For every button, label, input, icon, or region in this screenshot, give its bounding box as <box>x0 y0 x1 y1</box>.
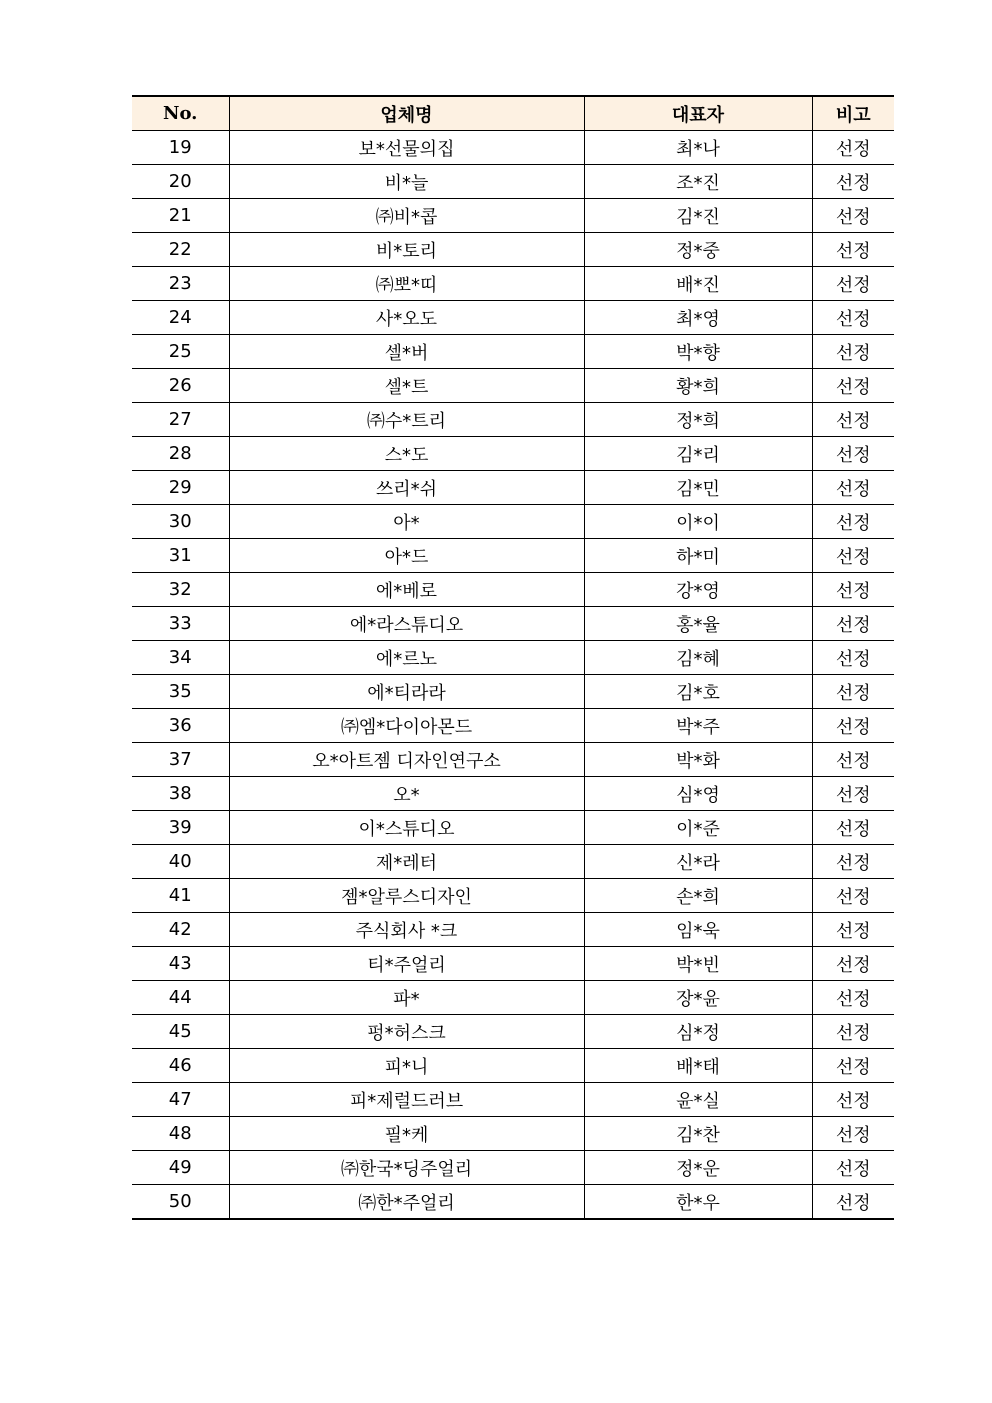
company-name-cell: 펑*허스크 <box>229 1015 584 1049</box>
table-row <box>132 777 894 811</box>
company-name-cell: ㈜엠*다이아몬드 <box>229 709 584 743</box>
representative-cell: 최*영 <box>584 301 812 335</box>
company-name-cell: 사*오도 <box>229 301 584 335</box>
note-cell: 선정 <box>812 1185 894 1220</box>
representative-cell: 배*진 <box>584 267 812 301</box>
company-name-cell: 이*스튜디오 <box>229 811 584 845</box>
row-number-cell: 43 <box>132 947 229 981</box>
table-row <box>132 1049 894 1083</box>
row-number-cell: 20 <box>132 165 229 199</box>
table-row <box>132 403 894 437</box>
company-name-cell: 쓰리*쉬 <box>229 471 584 505</box>
note-cell: 선정 <box>812 777 894 811</box>
table-row <box>132 743 894 777</box>
representative-cell: 박*주 <box>584 709 812 743</box>
note-cell: 선정 <box>812 1049 894 1083</box>
note-cell: 선정 <box>812 913 894 947</box>
representative-cell: 정*희 <box>584 403 812 437</box>
header-no: No. <box>132 96 229 131</box>
representative-cell: 신*라 <box>584 845 812 879</box>
table-row <box>132 1015 894 1049</box>
table-row <box>132 879 894 913</box>
note-cell: 선정 <box>812 131 894 165</box>
row-number-cell: 50 <box>132 1185 229 1220</box>
row-number-cell: 46 <box>132 1049 229 1083</box>
row-number-cell: 29 <box>132 471 229 505</box>
row-number-cell: 26 <box>132 369 229 403</box>
note-cell: 선정 <box>812 369 894 403</box>
table-row <box>132 709 894 743</box>
table-body <box>132 131 894 1220</box>
row-number-cell: 28 <box>132 437 229 471</box>
table-row <box>132 131 894 165</box>
table-header <box>132 96 894 131</box>
row-number-cell: 40 <box>132 845 229 879</box>
table-row <box>132 437 894 471</box>
company-name-cell: 비*늘 <box>229 165 584 199</box>
note-cell: 선정 <box>812 165 894 199</box>
company-name-cell: 셀*트 <box>229 369 584 403</box>
selection-list-table <box>132 95 894 1220</box>
company-name-cell: 파* <box>229 981 584 1015</box>
representative-cell: 박*향 <box>584 335 812 369</box>
company-name-cell: 에*티라라 <box>229 675 584 709</box>
company-name-cell: 비*토리 <box>229 233 584 267</box>
representative-cell: 김*리 <box>584 437 812 471</box>
row-number-cell: 25 <box>132 335 229 369</box>
company-name-cell: 젬*알루스디자인 <box>229 879 584 913</box>
company-name-cell: 스*도 <box>229 437 584 471</box>
representative-cell: 홍*율 <box>584 607 812 641</box>
representative-cell: 김*진 <box>584 199 812 233</box>
company-name-cell: 에*베로 <box>229 573 584 607</box>
table-row <box>132 811 894 845</box>
note-cell: 선정 <box>812 607 894 641</box>
table-row <box>132 981 894 1015</box>
representative-cell: 심*영 <box>584 777 812 811</box>
company-name-cell: ㈜비*콥 <box>229 199 584 233</box>
note-cell: 선정 <box>812 437 894 471</box>
representative-cell: 황*희 <box>584 369 812 403</box>
note-cell: 선정 <box>812 709 894 743</box>
row-number-cell: 47 <box>132 1083 229 1117</box>
table-row <box>132 1185 894 1220</box>
note-cell: 선정 <box>812 947 894 981</box>
note-cell: 선정 <box>812 539 894 573</box>
representative-cell: 한*우 <box>584 1185 812 1220</box>
table-row <box>132 845 894 879</box>
representative-cell: 김*찬 <box>584 1117 812 1151</box>
representative-cell: 박*화 <box>584 743 812 777</box>
representative-cell: 이*준 <box>584 811 812 845</box>
note-cell: 선정 <box>812 675 894 709</box>
representative-cell: 김*민 <box>584 471 812 505</box>
table-row <box>132 369 894 403</box>
row-number-cell: 30 <box>132 505 229 539</box>
row-number-cell: 36 <box>132 709 229 743</box>
representative-cell: 임*욱 <box>584 913 812 947</box>
table-row <box>132 335 894 369</box>
row-number-cell: 32 <box>132 573 229 607</box>
note-cell: 선정 <box>812 335 894 369</box>
representative-cell: 이*이 <box>584 505 812 539</box>
note-cell: 선정 <box>812 845 894 879</box>
row-number-cell: 38 <box>132 777 229 811</box>
table-row <box>132 1151 894 1185</box>
representative-cell: 강*영 <box>584 573 812 607</box>
note-cell: 선정 <box>812 233 894 267</box>
row-number-cell: 21 <box>132 199 229 233</box>
representative-cell: 박*빈 <box>584 947 812 981</box>
header-note: 비고 <box>812 96 894 131</box>
company-name-cell: ㈜수*트리 <box>229 403 584 437</box>
representative-cell: 손*희 <box>584 879 812 913</box>
company-name-cell: ㈜한국*딩주얼리 <box>229 1151 584 1185</box>
table-row <box>132 913 894 947</box>
table-row <box>132 1083 894 1117</box>
representative-cell: 조*진 <box>584 165 812 199</box>
note-cell: 선정 <box>812 403 894 437</box>
company-name-cell: 아* <box>229 505 584 539</box>
note-cell: 선정 <box>812 267 894 301</box>
row-number-cell: 44 <box>132 981 229 1015</box>
note-cell: 선정 <box>812 811 894 845</box>
table-row <box>132 675 894 709</box>
header-company: 업체명 <box>229 96 584 131</box>
representative-cell: 최*나 <box>584 131 812 165</box>
representative-cell: 정*운 <box>584 1151 812 1185</box>
note-cell: 선정 <box>812 879 894 913</box>
table-row <box>132 199 894 233</box>
representative-cell: 심*정 <box>584 1015 812 1049</box>
company-name-cell: 오*아트젬 디자인연구소 <box>229 743 584 777</box>
company-name-cell: 보*선물의집 <box>229 131 584 165</box>
table-row <box>132 573 894 607</box>
note-cell: 선정 <box>812 1117 894 1151</box>
company-name-cell: 아*드 <box>229 539 584 573</box>
company-name-cell: 에*라스튜디오 <box>229 607 584 641</box>
company-name-cell: 필*케 <box>229 1117 584 1151</box>
note-cell: 선정 <box>812 471 894 505</box>
representative-cell: 장*윤 <box>584 981 812 1015</box>
header-row <box>132 96 894 131</box>
company-name-cell: 티*주얼리 <box>229 947 584 981</box>
representative-cell: 배*태 <box>584 1049 812 1083</box>
row-number-cell: 35 <box>132 675 229 709</box>
note-cell: 선정 <box>812 1083 894 1117</box>
row-number-cell: 24 <box>132 301 229 335</box>
representative-cell: 윤*실 <box>584 1083 812 1117</box>
row-number-cell: 49 <box>132 1151 229 1185</box>
representative-cell: 정*중 <box>584 233 812 267</box>
company-name-cell: 제*레터 <box>229 845 584 879</box>
representative-cell: 하*미 <box>584 539 812 573</box>
table-row <box>132 233 894 267</box>
table-row <box>132 607 894 641</box>
header-representative: 대표자 <box>584 96 812 131</box>
note-cell: 선정 <box>812 743 894 777</box>
row-number-cell: 37 <box>132 743 229 777</box>
note-cell: 선정 <box>812 1015 894 1049</box>
company-name-cell: 피*제럴드러브 <box>229 1083 584 1117</box>
table-row <box>132 301 894 335</box>
company-name-cell: 셀*버 <box>229 335 584 369</box>
row-number-cell: 34 <box>132 641 229 675</box>
note-cell: 선정 <box>812 199 894 233</box>
representative-cell: 김*호 <box>584 675 812 709</box>
table-row <box>132 1117 894 1151</box>
row-number-cell: 22 <box>132 233 229 267</box>
table-row <box>132 471 894 505</box>
row-number-cell: 41 <box>132 879 229 913</box>
row-number-cell: 45 <box>132 1015 229 1049</box>
row-number-cell: 27 <box>132 403 229 437</box>
company-name-cell: 피*니 <box>229 1049 584 1083</box>
row-number-cell: 48 <box>132 1117 229 1151</box>
row-number-cell: 31 <box>132 539 229 573</box>
table-row <box>132 539 894 573</box>
row-number-cell: 39 <box>132 811 229 845</box>
note-cell: 선정 <box>812 1151 894 1185</box>
row-number-cell: 19 <box>132 131 229 165</box>
table-row <box>132 505 894 539</box>
company-name-cell: ㈜한*주얼리 <box>229 1185 584 1220</box>
company-name-cell: 오* <box>229 777 584 811</box>
company-name-cell: 주식회사 *크 <box>229 913 584 947</box>
note-cell: 선정 <box>812 301 894 335</box>
note-cell: 선정 <box>812 981 894 1015</box>
row-number-cell: 42 <box>132 913 229 947</box>
company-name-cell: 에*르노 <box>229 641 584 675</box>
table-row <box>132 267 894 301</box>
row-number-cell: 33 <box>132 607 229 641</box>
note-cell: 선정 <box>812 641 894 675</box>
row-number-cell: 23 <box>132 267 229 301</box>
table-row <box>132 165 894 199</box>
note-cell: 선정 <box>812 505 894 539</box>
table-row <box>132 641 894 675</box>
table-row <box>132 947 894 981</box>
representative-cell: 김*혜 <box>584 641 812 675</box>
company-name-cell: ㈜뽀*띠 <box>229 267 584 301</box>
note-cell: 선정 <box>812 573 894 607</box>
